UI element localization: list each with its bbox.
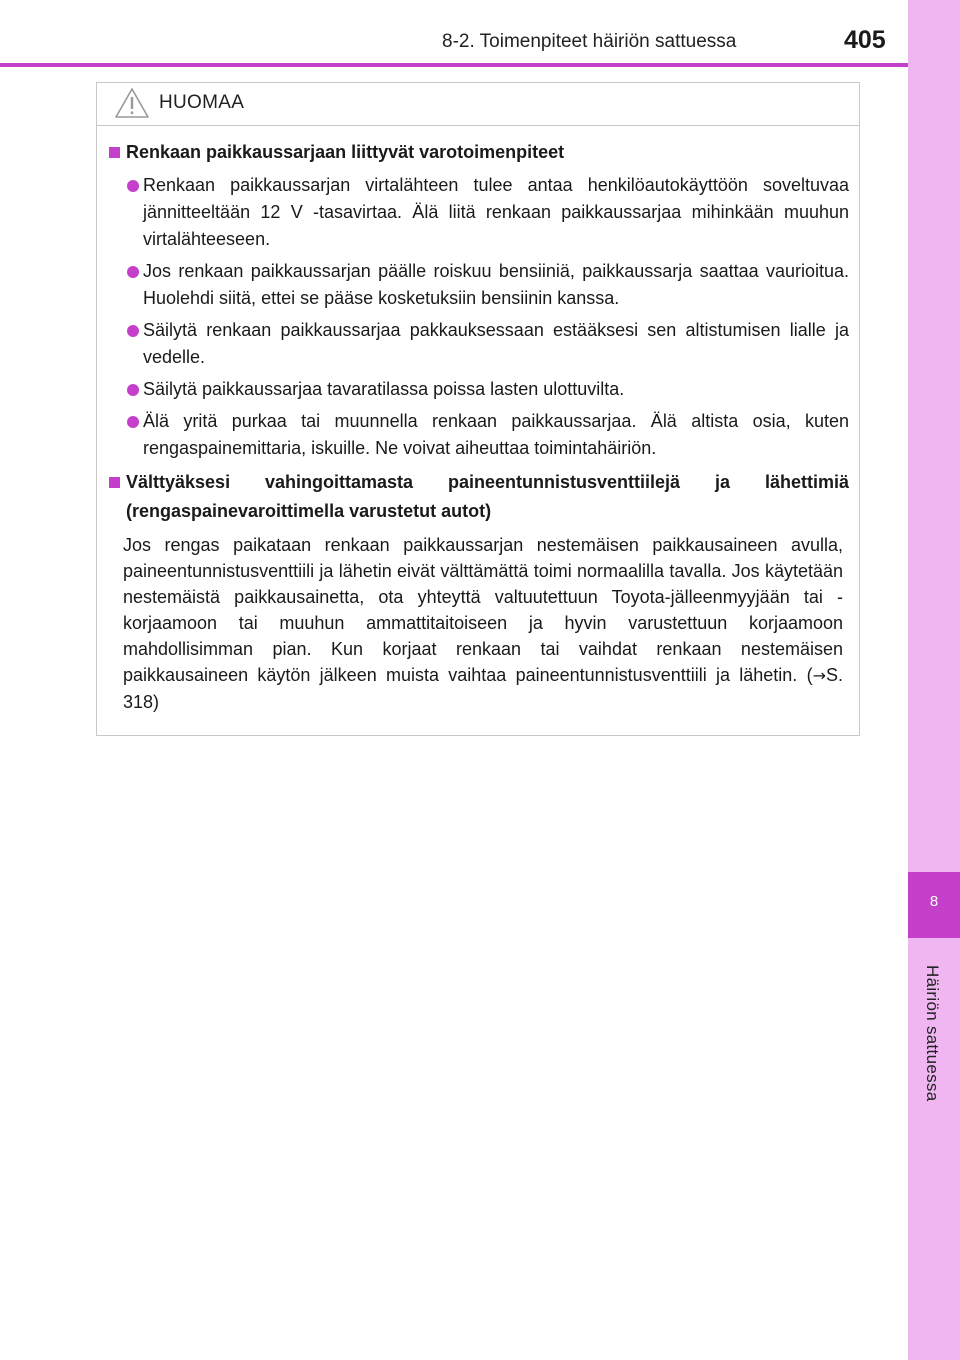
list-item bbox=[127, 258, 849, 312]
round-bullet-icon bbox=[127, 325, 139, 337]
heading-text: Välttyäksesi vahingoittamasta paineentunnistusventtiilejä ja lähettimiä (rengaspainevaroittimella varustetut autot) bbox=[126, 472, 849, 521]
round-bullet-icon bbox=[127, 266, 139, 278]
chapter-number: 8 bbox=[929, 893, 939, 910]
square-bullet-icon bbox=[109, 147, 120, 158]
section-heading bbox=[109, 468, 849, 526]
paragraph bbox=[123, 532, 843, 715]
notice-title: HUOMAA bbox=[159, 92, 245, 113]
list-item bbox=[127, 408, 849, 462]
page-reference-link[interactable]: S. 318) bbox=[123, 665, 843, 712]
list-item-text: Jos renkaan paikkaussarjan päälle roiskuu bensiiniä, paikkaussarja saattaa vaurioitua. Huolehdi siitä, ettei se pääse kosketuksiin bensiinin kanssa. bbox=[143, 261, 849, 308]
chapter-side-tab bbox=[908, 0, 960, 1360]
list-item bbox=[127, 376, 849, 403]
warning-triangle-icon bbox=[114, 87, 150, 119]
round-bullet-icon bbox=[127, 416, 139, 428]
list-item-text: Älä yritä purkaa tai muunnella renkaan paikkaussarjaa. Älä altista osia, kuten rengaspainemittaria, iskuille. Ne voivat aiheuttaa toimintahäiriön. bbox=[143, 411, 849, 458]
list-item bbox=[127, 172, 849, 253]
list-item-text: Säilytä renkaan paikkaussarjaa pakkauksessaan estääksesi sen altistumisen lialle ja vedelle. bbox=[143, 320, 849, 367]
square-bullet-icon bbox=[109, 477, 120, 488]
heading-text: Renkaan paikkaussarjaan liittyvät varotoimenpiteet bbox=[126, 142, 565, 162]
section-heading bbox=[109, 138, 849, 167]
chapter-title: Häiriön sattuessa bbox=[923, 965, 942, 1102]
list-item bbox=[127, 317, 849, 371]
notice-body bbox=[97, 138, 859, 715]
list-item-text: Renkaan paikkaussarjan virtalähteen tulee antaa henkilöautokäyttöön soveltuvaa jännitteeltään 12 V -tasavirtaa. Älä liitä renkaan paikkaussarjaa mihinkään muuhun virtalähteeseen. bbox=[143, 175, 849, 249]
list-item-text: Säilytä paikkaussarjaa tavaratilassa poissa lasten ulottuvilta. bbox=[143, 379, 625, 399]
round-bullet-icon bbox=[127, 180, 139, 192]
round-bullet-icon bbox=[127, 384, 139, 396]
page-number: 405 bbox=[844, 26, 886, 54]
paragraph-text: Jos rengas paikataan renkaan paikkaussarjan nestemäisen paikkausaineen avulla, paineentunnistusventtiili ja lähetin eivät välttämättä toimi normaalilla tavalla. Jos käytetään nestemäistä paikkausainetta, ota yhteyttä valtuutettuun Toyota-jälleenmyyjään tai -korjaamoon tai muuhun ammattitaitoiseen ja hyvin varustettuun korjaamoon mahdollisimman pian. Kun korjaat renkaan tai vaihdat renkaan nestemäisen paikkausaineen käytön jälkeen muista vaihtaa paineentunnistusventtiili ja lähetin. ( bbox=[123, 535, 843, 685]
notice-header bbox=[97, 83, 859, 126]
section-title: 8-2. Toimenpiteet häiriön sattuessa bbox=[442, 31, 737, 52]
arrow-right-icon: → bbox=[812, 666, 826, 685]
header-rule bbox=[0, 63, 908, 67]
notice-box bbox=[96, 82, 860, 736]
